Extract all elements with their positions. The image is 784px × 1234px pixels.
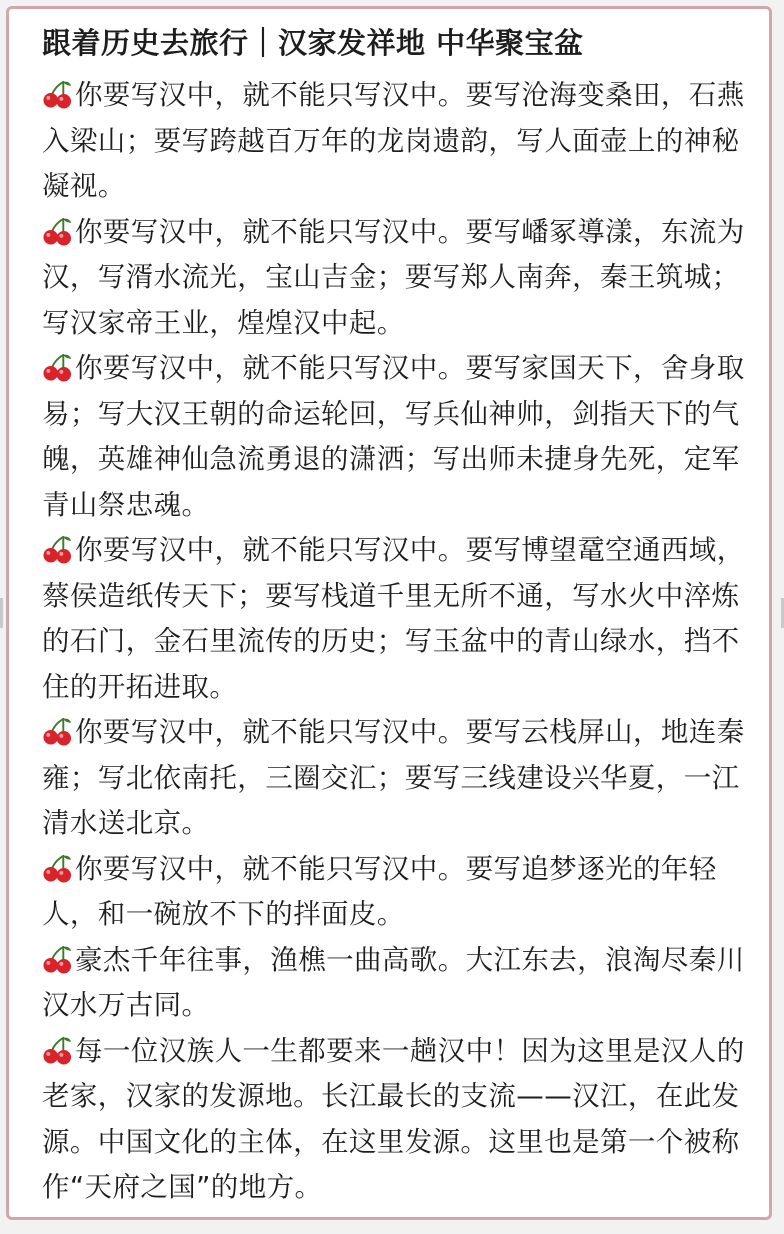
cherry-icon bbox=[42, 943, 73, 972]
cherry-icon bbox=[42, 1034, 73, 1063]
paragraph-text: 你要写汉中，就不能只写汉中。要写云栈屏山，地连秦雍；写北依南托，三圈交汇；要写三线建设兴华夏，一江清水送北京。 bbox=[42, 716, 745, 839]
page-title: 跟着历史去旅行｜汉家发祥地 中华聚宝盆 bbox=[42, 26, 584, 60]
paragraph-text: 你要写汉中，就不能只写汉中。要写博望鼋空通西域，蔡侯造纸传天下；要写栈道千里无所不通，写水火中淬炼的石门，金石里流传的历史；写玉盆中的青山绿水，挡不住的开拓进取。 bbox=[42, 534, 745, 703]
paragraph-text: 你要写汉中，就不能只写汉中。要写嶓冢導漾，东流为汉，写湑水流光，宝山吉金；要写郑人南奔，秦王筑城；写汉家帝王业，煌煌汉中起。 bbox=[42, 215, 745, 339]
paragraph-text: 你要写汉中，就不能只写汉中。要写沧海变桑田，石燕入梁山；要写跨越百万年的龙岗遗韵，写人面壶上的神秘凝视。 bbox=[42, 79, 745, 202]
paragraph-item bbox=[42, 1029, 754, 1211]
paragraph-text: 你要写汉中，就不能只写汉中。要写追梦逐光的年轻人，和一碗放不下的拌面皮。 bbox=[42, 852, 717, 930]
paragraph-item bbox=[42, 210, 754, 347]
document-card bbox=[6, 6, 772, 1220]
cherry-icon bbox=[42, 78, 73, 107]
paragraph-item bbox=[42, 847, 754, 938]
cherry-icon bbox=[42, 351, 73, 380]
paragraph-item bbox=[42, 73, 754, 210]
paragraph-item bbox=[42, 710, 754, 847]
cherry-icon bbox=[42, 852, 73, 881]
cherry-icon bbox=[42, 533, 73, 562]
paragraph-item bbox=[42, 346, 754, 528]
paragraph-item bbox=[42, 528, 754, 710]
paragraph-text: 每一位汉族人一生都要来一趟汉中！因为这里是汉人的老家，汉家的发源地。长江最长的支流——汉江，在此发源。中国文化的主体，在这里发源。这里也是第一个被称作“天府之国”的地方。 bbox=[42, 1034, 745, 1203]
paragraph-list bbox=[42, 73, 754, 1211]
paragraph-text: 你要写汉中，就不能只写汉中。要写家国天下，舍身取易；写大汉王朝的命运轮回，写兵仙神帅，剑指天下的气魄，英雄神仙急流勇退的潇洒；写出师未捷身先死，定军青山祭忠魂。 bbox=[42, 352, 745, 521]
cherry-icon bbox=[42, 715, 73, 744]
cherry-icon bbox=[42, 215, 73, 244]
paragraph-text: 豪杰千年往事，渔樵一曲高歌。大江东去，浪淘尽秦川汉水万古同。 bbox=[42, 943, 745, 1021]
left-edge-mark bbox=[0, 598, 3, 628]
paragraph-item bbox=[42, 938, 754, 1029]
